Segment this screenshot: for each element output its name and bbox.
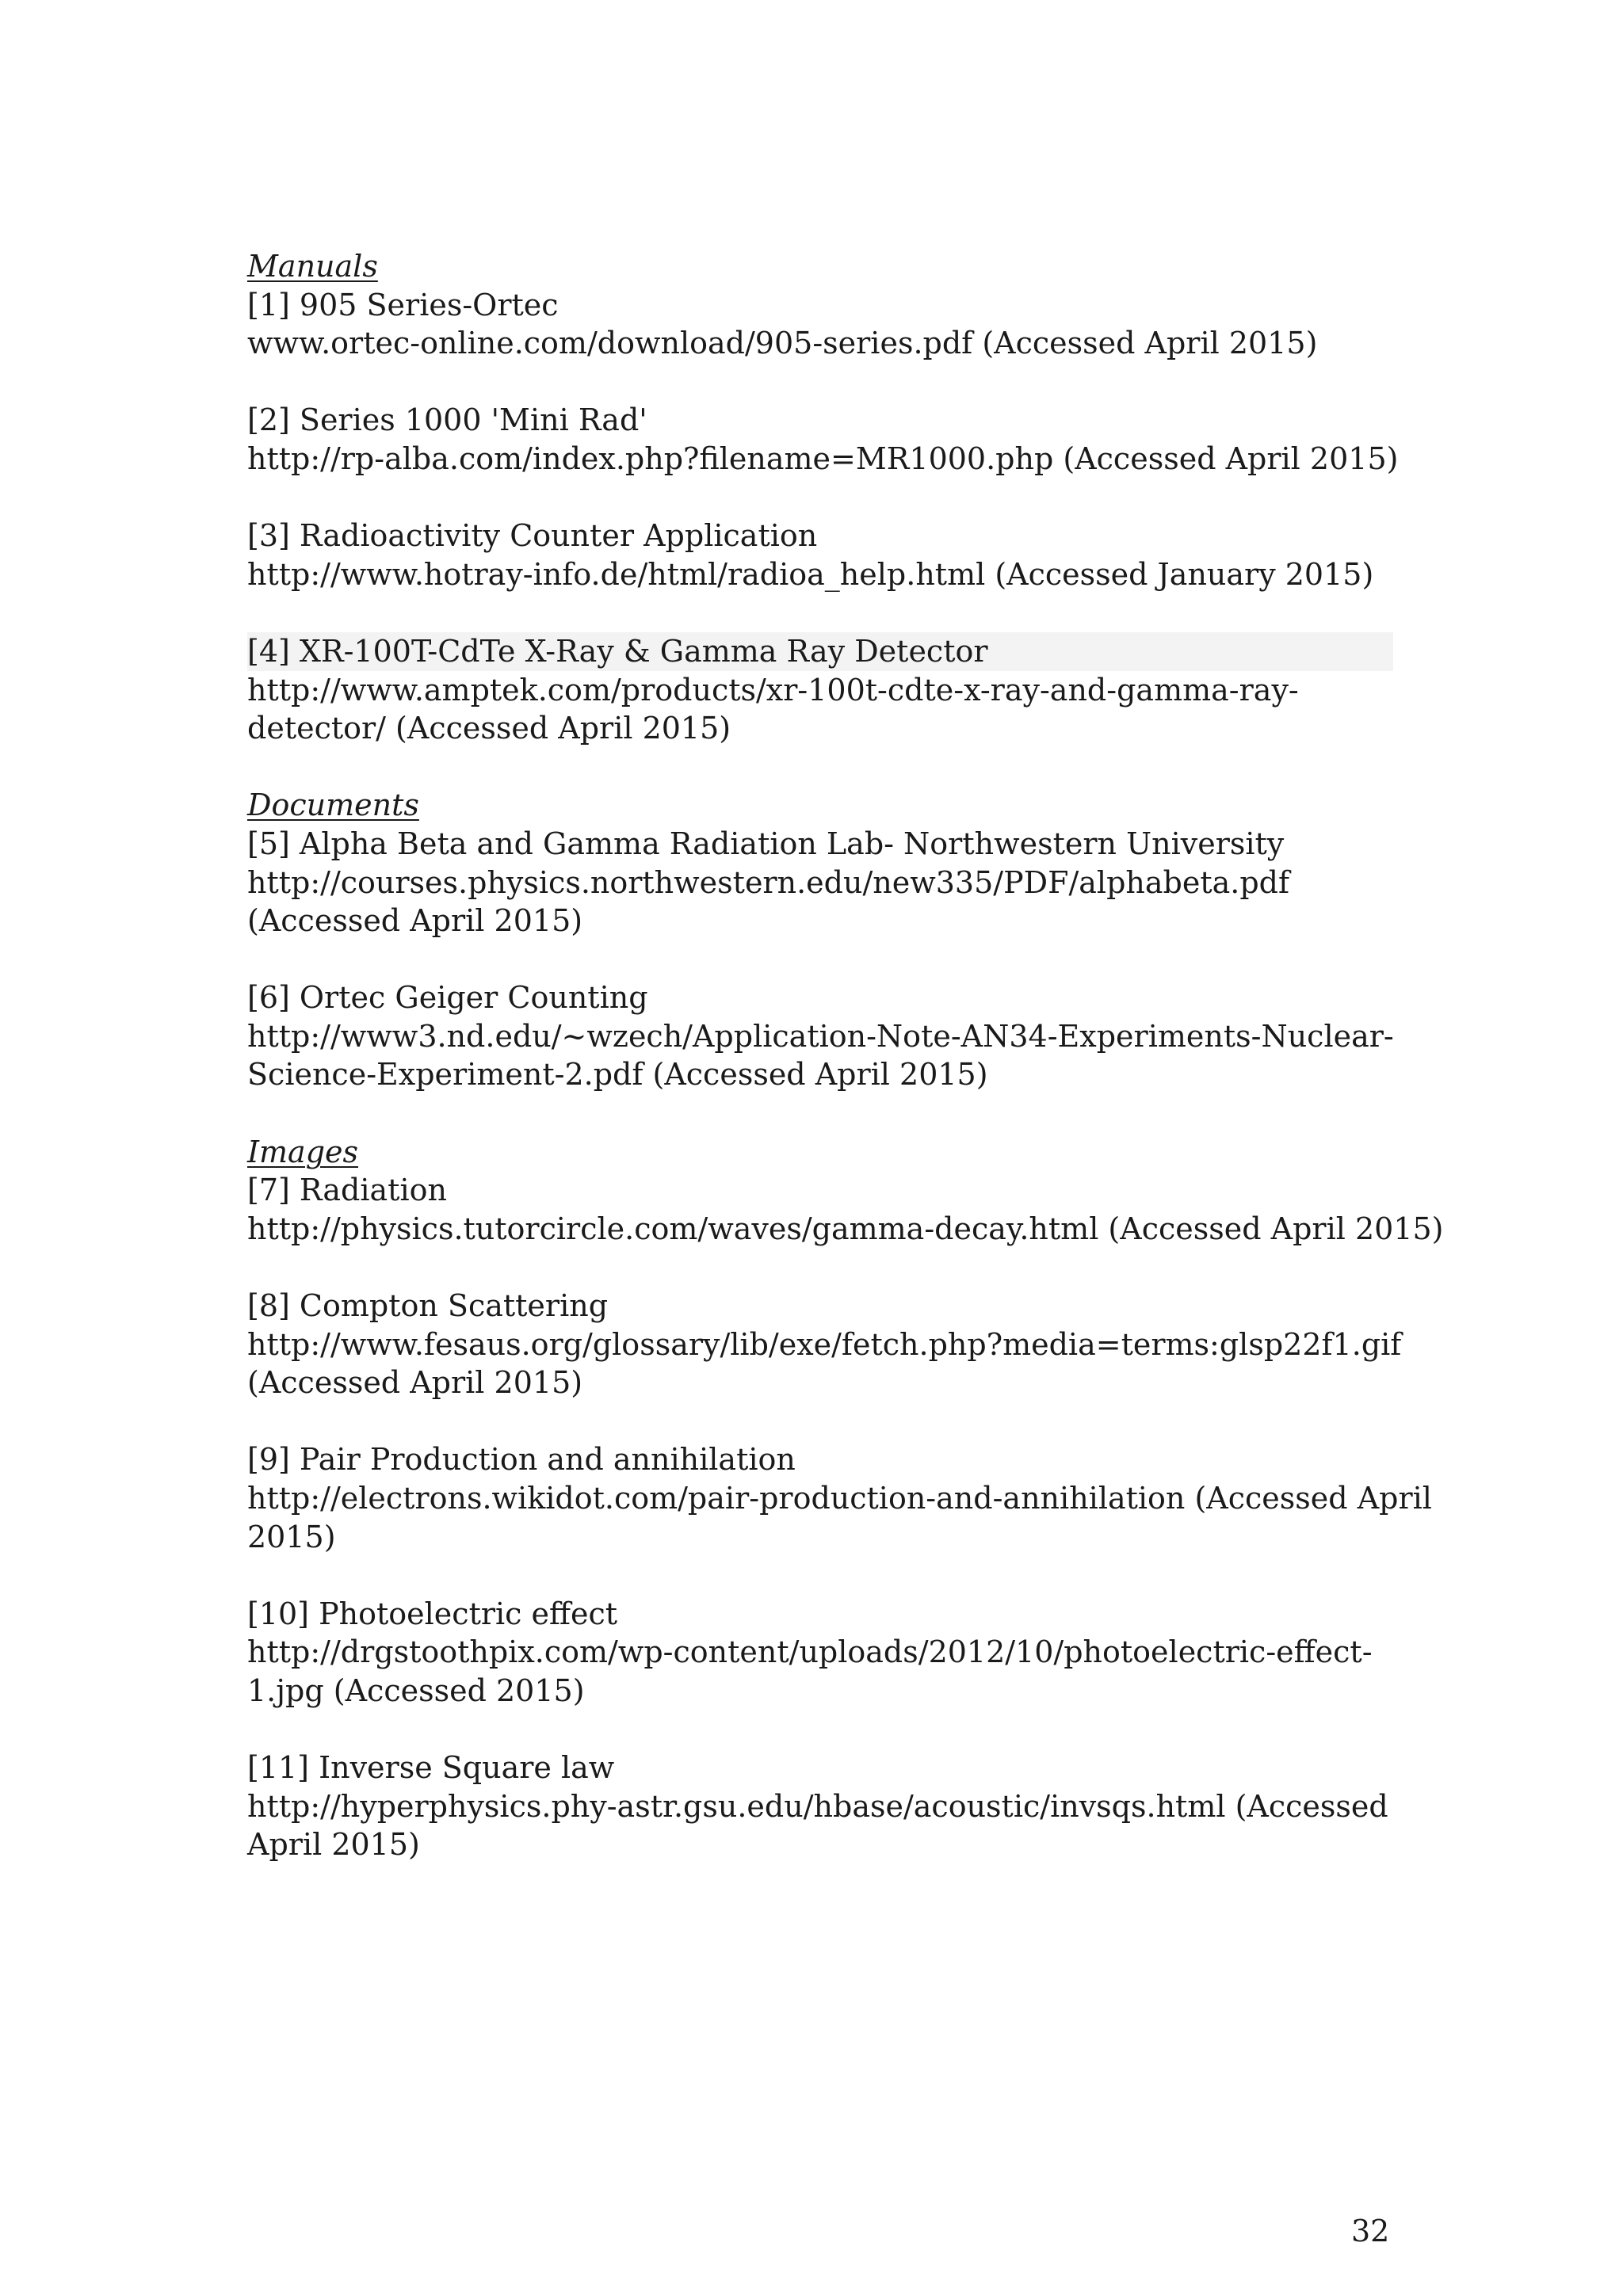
reference-url: http://www.amptek.com/products/xr-100t-cdte-x-ray-and-gamma-ray- (247, 672, 1299, 707)
reference-title: [5] Alpha Beta and Gamma Radiation Lab- Northwestern University (247, 826, 1285, 861)
section-heading-documents: Documents (247, 788, 419, 823)
reference-1 (247, 286, 1396, 363)
reference-url-continued: (Accessed April 2015) (247, 1365, 583, 1401)
reference-title: [11] Inverse Square law (247, 1750, 615, 1786)
reference-5 (247, 825, 1396, 940)
section-heading-manuals: Manuals (247, 249, 378, 284)
reference-url: www.ortec-online.com/download/905-series.pdf (Accessed April 2015) (247, 326, 1318, 361)
reference-url: http://electrons.wikidot.com/pair-production-and-annihilation (Accessed April (247, 1481, 1432, 1516)
reference-2 (247, 401, 1399, 478)
reference-4 (247, 632, 1396, 748)
reference-url-continued: 2015) (247, 1519, 336, 1554)
reference-url-continued: Science-Experiment-2.pdf (Accessed April 2015) (247, 1057, 988, 1093)
reference-url: http://www3.nd.edu/~wzech/Application-Note-AN34-Experiments-Nuclear- (247, 1018, 1394, 1054)
reference-title: [8] Compton Scattering (247, 1288, 609, 1324)
reference-url: http://hyperphysics.phy-astr.gsu.edu/hbase/acoustic/invsqs.html (Accessed (247, 1788, 1388, 1824)
reference-url-continued: (Accessed April 2015) (247, 903, 583, 939)
reference-9 (247, 1440, 1432, 1556)
reference-url: http://courses.physics.northwestern.edu/new335/PDF/alphabeta.pdf (247, 864, 1290, 900)
reference-8 (247, 1287, 1402, 1402)
reference-title: [10] Photoelectric effect (247, 1596, 618, 1631)
reference-6 (247, 978, 1396, 1094)
reference-7 (247, 1171, 1444, 1248)
reference-3 (247, 517, 1396, 593)
reference-title: [3] Radioactivity Counter Application (247, 518, 818, 554)
reference-url: http://www.fesaus.org/glossary/lib/exe/fetch.php?media=terms:glsp22f1.gif (247, 1326, 1402, 1362)
reference-title: [2] Series 1000 'Mini Rad' (247, 402, 647, 438)
page-number: 32 (1351, 2214, 1390, 2248)
reference-url-continued: April 2015) (247, 1827, 420, 1863)
reference-title: [7] Radiation (247, 1173, 447, 1208)
reference-url: http://drgstoothpix.com/wp-content/uploads/2012/10/photoelectric-effect- (247, 1634, 1373, 1670)
reference-url: http://physics.tutorcircle.com/waves/gamma-decay.html (Accessed April 2015) (247, 1211, 1444, 1246)
reference-title: [1] 905 Series-Ortec (247, 287, 559, 322)
reference-title: [4] XR-100T-CdTe X-Ray & Gamma Ray Detector (247, 632, 1393, 671)
reference-11 (247, 1749, 1396, 1864)
reference-url-continued: 1.jpg (Accessed 2015) (247, 1672, 585, 1708)
reference-url: http://www.hotray-info.de/html/radioa_help.html (Accessed January 2015) (247, 556, 1374, 592)
reference-url: http://rp-alba.com/index.php?filename=MR1000.php (Accessed April 2015) (247, 441, 1399, 476)
reference-10 (247, 1595, 1396, 1711)
reference-title: [9] Pair Production and annihilation (247, 1442, 796, 1478)
reference-url-continued: detector/ (Accessed April 2015) (247, 711, 731, 746)
reference-title: [6] Ortec Geiger Counting (247, 980, 648, 1016)
references-page (247, 247, 1444, 1864)
section-heading-images: Images (247, 1134, 359, 1169)
